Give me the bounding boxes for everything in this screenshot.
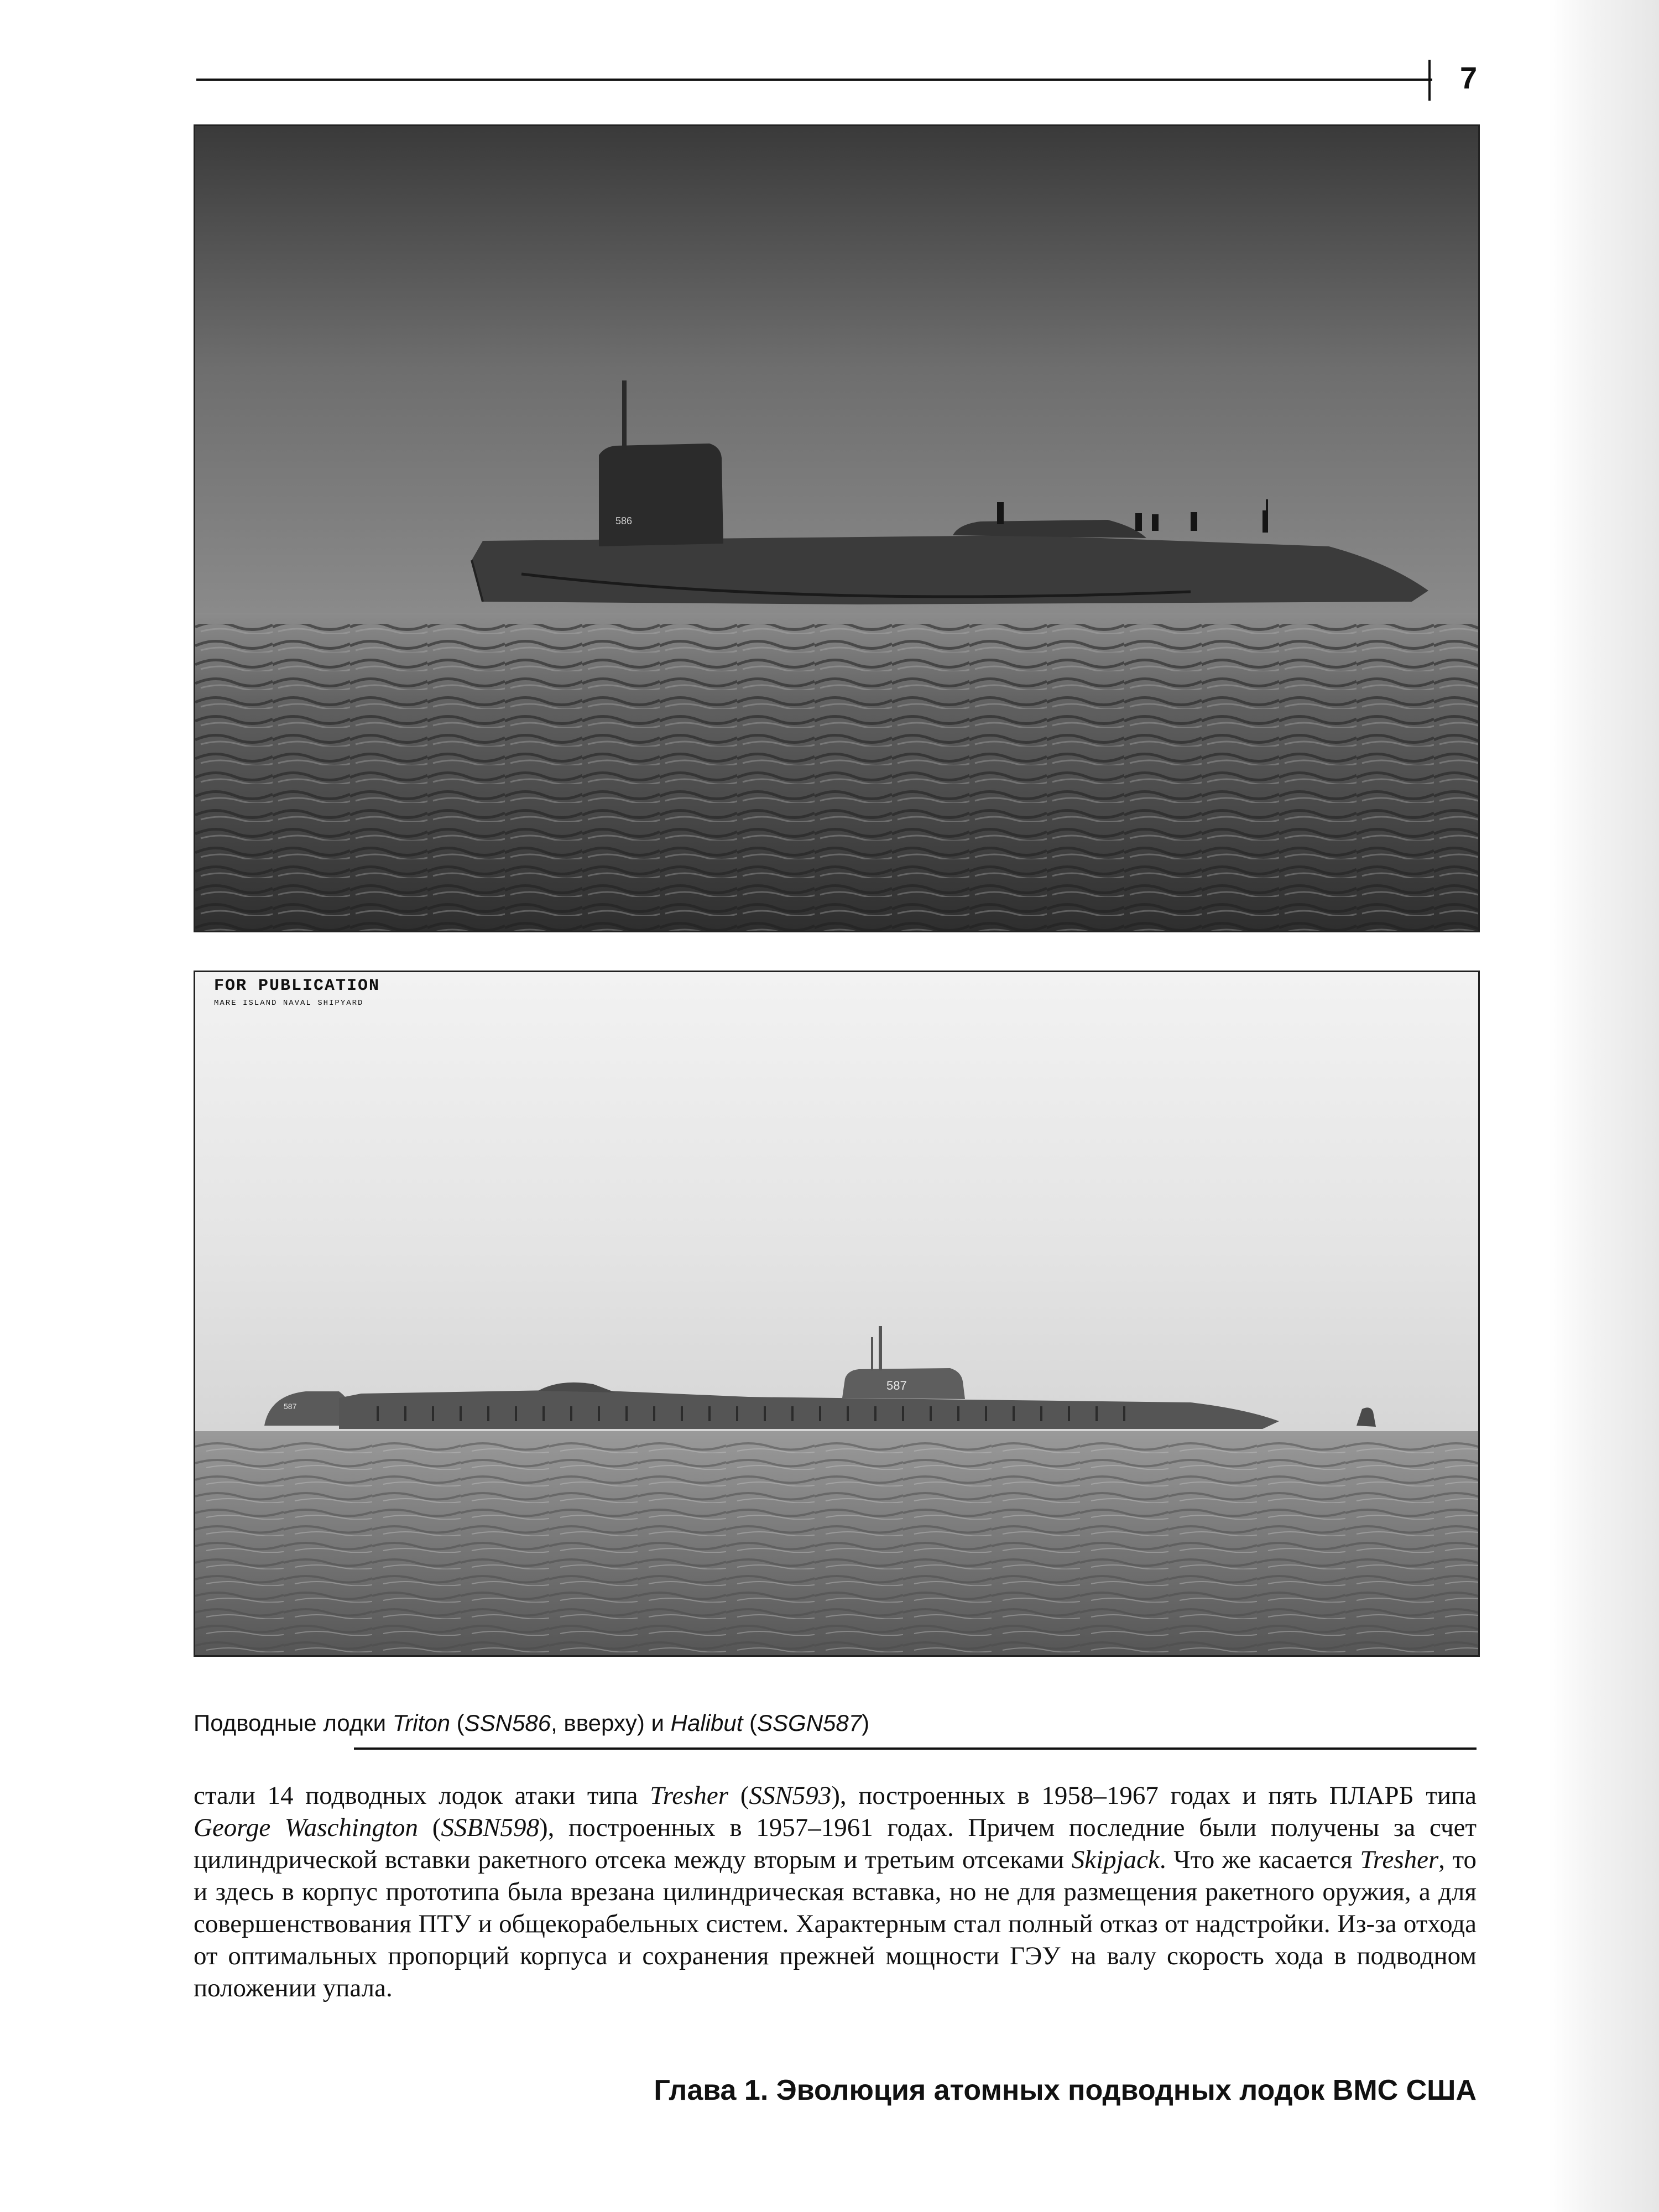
body-segment: . Что же касается [1159,1845,1360,1874]
caption-prefix: Подводные лодки [194,1710,393,1736]
photo-caption [194,1710,869,1736]
halibut-bow-number: 587 [284,1402,297,1411]
header-rule [196,79,1432,81]
body-paragraph [194,1780,1477,2004]
caption-name-halibut: Halibut [670,1710,743,1736]
caption-code-ssn586: SSN586 [464,1710,551,1736]
caption-paren-open-2: ( [743,1710,758,1736]
header-tick [1428,60,1431,101]
caption-paren-rest-1: , вверху) и [551,1710,671,1736]
body-italic-tresher: Tresher [1360,1845,1439,1874]
body-italic-ssn593: SSN593 [749,1781,832,1810]
photo-halibut-image [195,972,1478,1655]
halibut-sail-number: 587 [886,1379,907,1392]
body-italic-ssbn598: SSBN598 [441,1813,539,1842]
caption-code-ssgn587: SSGN587 [757,1710,862,1736]
photo-halibut [194,971,1480,1657]
body-segment: ( [418,1813,441,1842]
body-segment: ), построенных в 1958–1967 годах и пять ПЛАРБ типа [831,1781,1477,1810]
page-number: 7 [1460,60,1478,95]
stamp-sub-text: MARE ISLAND NAVAL SHIPYARD [214,999,364,1008]
caption-paren-open-1: ( [450,1710,465,1736]
body-italic-george-washington: George Waschington [194,1813,419,1842]
body-italic-tresher: Tresher [650,1781,729,1810]
body-segment: ( [728,1781,749,1810]
body-segment: , то и здесь в корпус прототипа была врезана цилиндрическая вставка, но не для размещения ракетного оружия, а для совершенствования ПТУ и общекорабельных систем. Характерным стал полный отказ от надстройки. Из-за отхода от оптимальных пропорций корпуса и сохранения прежней мощности ГЭУ на валу скорость хода в подводном положении упала. [194,1845,1477,2002]
caption-paren-close-2: ) [862,1710,870,1736]
scan-edge-shadow [1548,0,1659,2212]
stamp-main-text: FOR PUBLICATION [214,977,380,995]
body-segment: стали 14 подводных лодок атаки типа [194,1781,650,1810]
triton-hull-number: 586 [615,515,633,526]
photo-triton-image [195,126,1478,931]
body-italic-skipjack: Skipjack [1071,1845,1160,1874]
caption-rule [354,1747,1477,1750]
chapter-title-footer: Глава 1. Эволюция атомных подводных лодок ВМС США [654,2074,1477,2106]
caption-name-triton: Triton [392,1710,450,1736]
publication-stamp [214,977,380,1008]
photo-triton [194,124,1480,932]
body-segment: ), построенных в 1957–1961 годах. Причем последние были получены за счет цилиндрической вставки ракетного отсека между вторым и третьим отсеками [194,1813,1477,1874]
